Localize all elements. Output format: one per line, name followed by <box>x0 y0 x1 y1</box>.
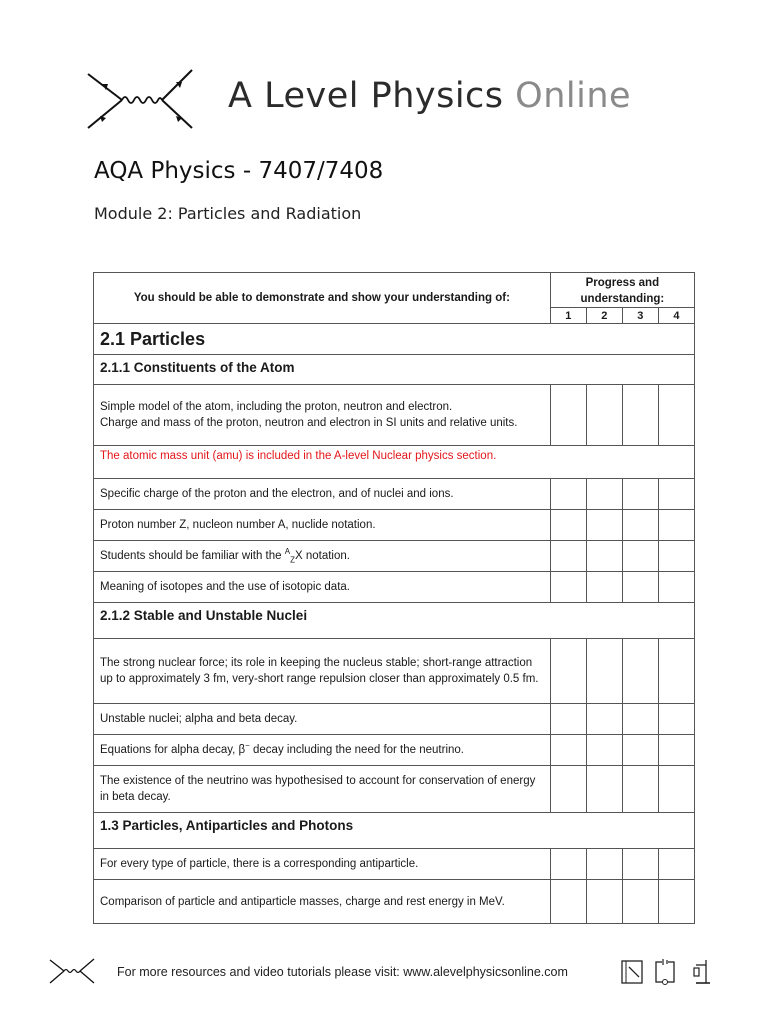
row-text: Comparison of particle and antiparticle masses, charge and rest energy in MeV. <box>94 880 551 924</box>
score-box-4[interactable] <box>658 385 694 446</box>
progress-checklist-table <box>93 272 695 924</box>
table-header-row <box>94 273 695 308</box>
feynman-diagram-logo-icon <box>48 957 96 985</box>
page-footer <box>0 955 768 995</box>
nuclide-mass-number: A <box>284 547 291 557</box>
row-text-part: Students should be familiar with the <box>100 550 285 562</box>
row-text: Unstable nuclei; alpha and beta decay. <box>94 704 551 735</box>
section-heading: 2.1 Particles <box>94 324 695 355</box>
nuclide-proton-number: Z <box>290 555 295 565</box>
document-subtitle: Module 2: Particles and Radiation <box>94 204 362 223</box>
score-box-3[interactable] <box>622 541 658 572</box>
footer-icon-group <box>620 957 712 987</box>
table-row <box>94 704 695 735</box>
table-row <box>94 735 695 766</box>
brand-name <box>228 76 631 116</box>
brand-name-dark: A Level Physics <box>228 76 516 116</box>
score-box-1[interactable] <box>550 766 586 813</box>
score-box-1[interactable] <box>550 510 586 541</box>
score-box-2[interactable] <box>586 385 622 446</box>
row-text: For every type of particle, there is a corresponding antiparticle. <box>94 849 551 880</box>
row-text: Meaning of isotopes and the use of isotopic data. <box>94 572 551 603</box>
score-box-4[interactable] <box>658 541 694 572</box>
row-text <box>94 735 551 766</box>
notebook-icon <box>622 961 642 983</box>
score-box-4[interactable] <box>658 704 694 735</box>
table-row <box>94 639 695 704</box>
score-box-1[interactable] <box>550 704 586 735</box>
header-progress <box>550 273 694 308</box>
score-box-2[interactable] <box>586 479 622 510</box>
score-label-2: 2 <box>586 308 622 324</box>
row-text: Proton number Z, nucleon number A, nuclide notation. <box>94 510 551 541</box>
score-box-4[interactable] <box>658 880 694 924</box>
table-row <box>94 766 695 813</box>
score-box-3[interactable] <box>622 572 658 603</box>
row-text: The strong nuclear force; its role in keeping the nucleus stable; short-range attraction up to approximately 3 fm, very-short range repulsion closer than approximately 0.5 fm. <box>94 639 551 704</box>
score-box-3[interactable] <box>622 766 658 813</box>
score-box-4[interactable] <box>658 479 694 510</box>
score-box-1[interactable] <box>550 572 586 603</box>
row-text-line: Simple model of the atom, including the proton, neutron and electron. <box>100 401 453 413</box>
brand-header <box>84 66 704 136</box>
score-box-3[interactable] <box>622 510 658 541</box>
score-box-2[interactable] <box>586 510 622 541</box>
score-box-2[interactable] <box>586 572 622 603</box>
row-text <box>94 385 551 446</box>
score-box-1[interactable] <box>550 849 586 880</box>
score-box-4[interactable] <box>658 849 694 880</box>
subsection-heading-row <box>94 355 695 385</box>
table-row <box>94 849 695 880</box>
header-progress-line-2: understanding: <box>580 293 665 305</box>
feynman-diagram-logo-icon <box>84 66 196 132</box>
table-row <box>94 385 695 446</box>
circuit-icon <box>656 959 674 985</box>
header-description: You should be able to demonstrate and show your understanding of: <box>94 273 551 324</box>
header-progress-line-1: Progress and <box>585 277 660 289</box>
brand-name-light: Online <box>515 76 632 116</box>
score-box-2[interactable] <box>586 541 622 572</box>
score-box-3[interactable] <box>622 735 658 766</box>
score-label-1: 1 <box>550 308 586 324</box>
row-text: The existence of the neutrino was hypothesised to account for conservation of energy in beta decay. <box>94 766 551 813</box>
score-box-1[interactable] <box>550 880 586 924</box>
beta-minus-superscript: − <box>245 741 250 751</box>
score-label-4: 4 <box>658 308 694 324</box>
table-row <box>94 572 695 603</box>
score-box-2[interactable] <box>586 766 622 813</box>
score-box-2[interactable] <box>586 639 622 704</box>
score-box-4[interactable] <box>658 572 694 603</box>
table-row <box>94 880 695 924</box>
score-box-1[interactable] <box>550 479 586 510</box>
subsection-heading-row <box>94 813 695 849</box>
score-box-3[interactable] <box>622 704 658 735</box>
row-text-line: Charge and mass of the proton, neutron and electron in SI units and relative units. <box>100 417 518 429</box>
footer-link-text[interactable]: For more resources and video tutorials please visit: www.alevelphysicsonline.com <box>117 965 568 979</box>
score-box-3[interactable] <box>622 479 658 510</box>
score-box-4[interactable] <box>658 766 694 813</box>
score-box-3[interactable] <box>622 880 658 924</box>
subsection-heading: 2.1.2 Stable and Unstable Nuclei <box>94 603 695 639</box>
table-row <box>94 479 695 510</box>
score-box-1[interactable] <box>550 385 586 446</box>
table-row <box>94 510 695 541</box>
score-box-4[interactable] <box>658 639 694 704</box>
score-box-2[interactable] <box>586 704 622 735</box>
subsection-heading: 2.1.1 Constituents of the Atom <box>94 355 695 385</box>
stand-clamp-icon <box>694 960 710 983</box>
table-row <box>94 541 695 572</box>
row-text-part: Equations for alpha decay, β <box>100 744 246 756</box>
score-box-2[interactable] <box>586 880 622 924</box>
row-text-part: decay including the need for the neutrino. <box>249 744 464 756</box>
score-box-4[interactable] <box>658 735 694 766</box>
row-text <box>94 541 551 572</box>
subsection-heading-row <box>94 603 695 639</box>
note-row <box>94 446 695 479</box>
score-label-3: 3 <box>622 308 658 324</box>
score-box-1[interactable] <box>550 639 586 704</box>
document-title: AQA Physics - 7407/7408 <box>94 158 384 184</box>
score-box-3[interactable] <box>622 385 658 446</box>
score-box-1[interactable] <box>550 735 586 766</box>
score-box-1[interactable] <box>550 541 586 572</box>
row-text: Specific charge of the proton and the electron, and of nuclei and ions. <box>94 479 551 510</box>
score-box-2[interactable] <box>586 735 622 766</box>
score-box-3[interactable] <box>622 639 658 704</box>
row-text-part: X notation. <box>294 550 350 562</box>
score-box-2[interactable] <box>586 849 622 880</box>
score-box-3[interactable] <box>622 849 658 880</box>
subsection-heading: 1.3 Particles, Antiparticles and Photons <box>94 813 695 849</box>
score-box-4[interactable] <box>658 510 694 541</box>
section-heading-row <box>94 324 695 355</box>
note-text: The atomic mass unit (amu) is included in the A-level Nuclear physics section. <box>94 446 695 479</box>
